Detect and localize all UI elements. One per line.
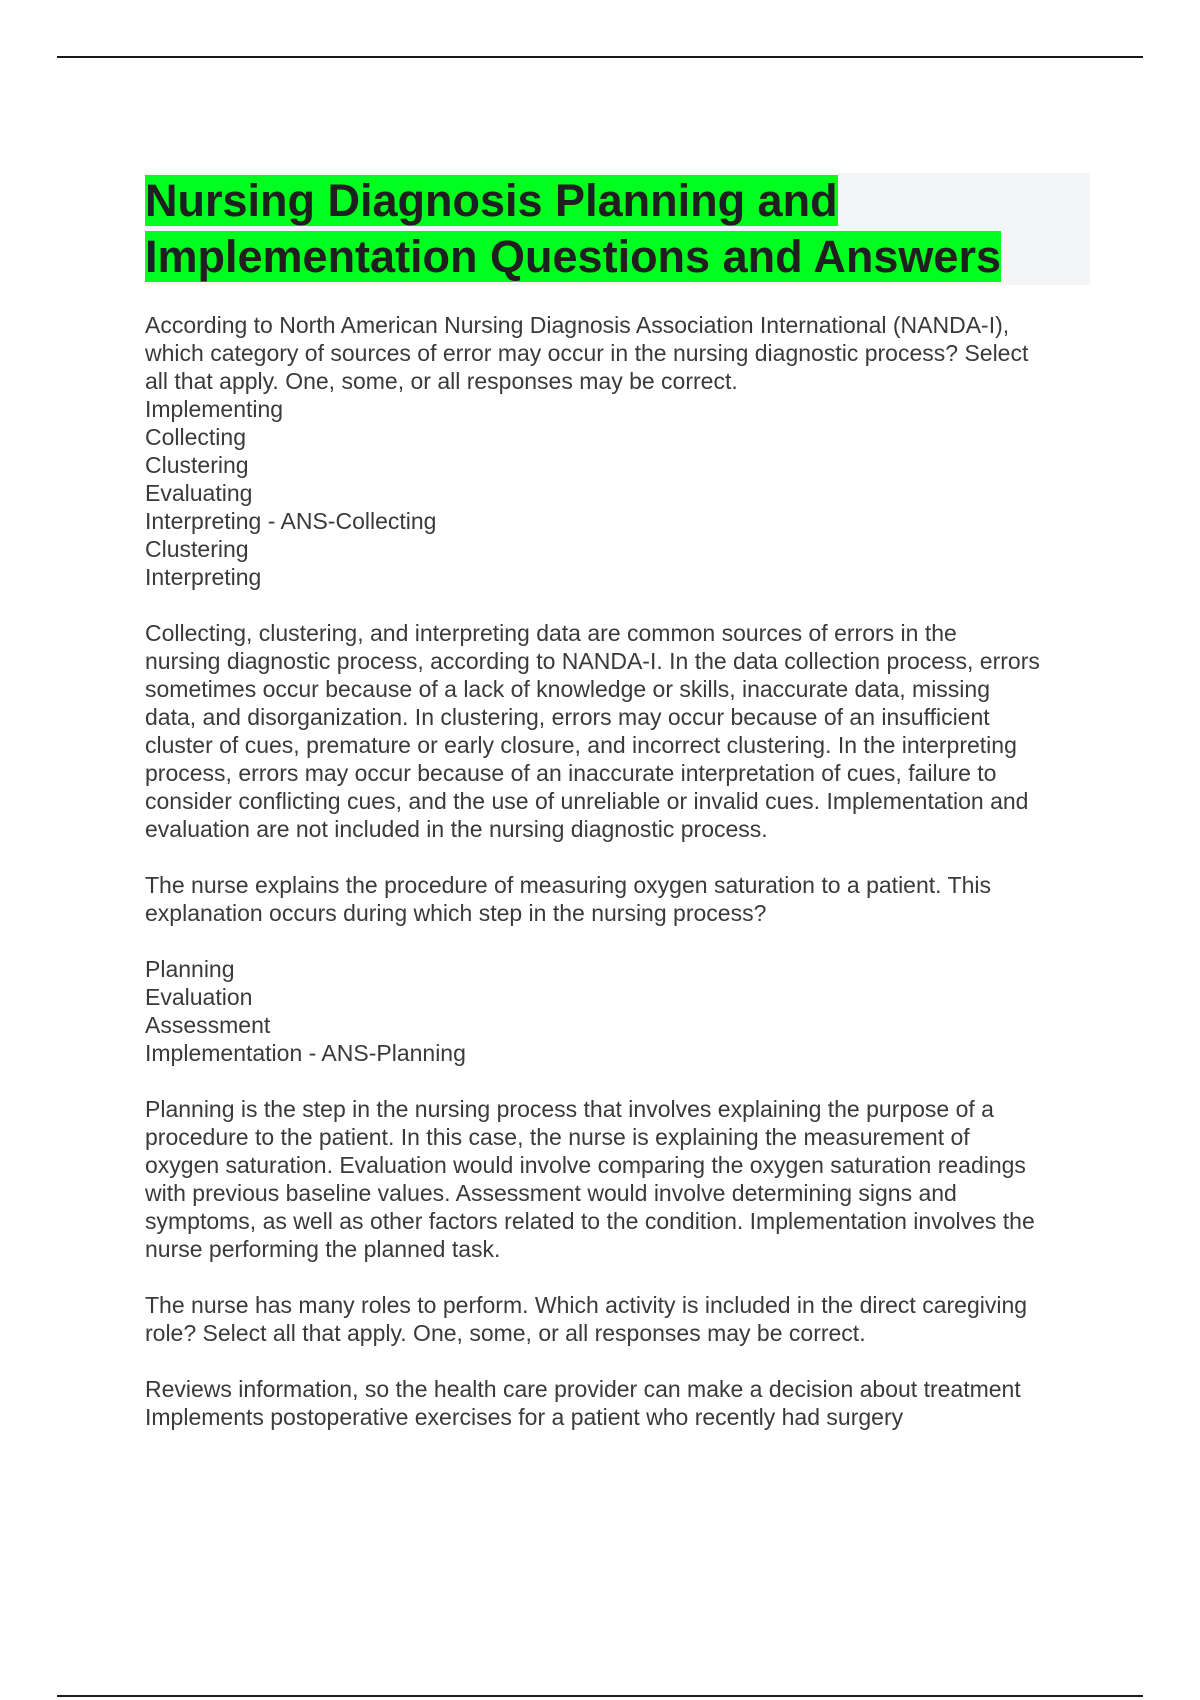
- text-line: Clustering: [145, 536, 249, 562]
- text-line: nursing diagnostic process, according to NANDA-I. In the data collection process, errors: [145, 648, 1040, 674]
- top-rule: [57, 56, 1143, 58]
- text-line: procedure to the patient. In this case, the nurse is explaining the measurement of: [145, 1124, 970, 1150]
- text-line: The nurse has many roles to perform. Which activity is included in the direct caregiving: [145, 1292, 1028, 1318]
- text-line: Interpreting - ANS-Collecting: [145, 508, 437, 534]
- text-line: Collecting: [145, 424, 246, 450]
- spacer: [145, 1067, 1095, 1095]
- options-2: [145, 955, 1095, 1067]
- spacer: [145, 591, 1095, 619]
- question-3: [145, 1291, 1095, 1347]
- text-line: nurse performing the planned task.: [145, 1236, 501, 1262]
- text-line: role? Select all that apply. One, some, or all responses may be correct.: [145, 1320, 866, 1346]
- spacer: [145, 1347, 1095, 1375]
- text-line: symptoms, as well as other factors related to the condition. Implementation involves the: [145, 1208, 1035, 1234]
- text-line: data, and disorganization. In clustering, errors may occur because of an insufficient: [145, 704, 990, 730]
- options-3: [145, 1375, 1095, 1431]
- text-line: According to North American Nursing Diagnosis Association International (NANDA-I),: [145, 312, 1010, 338]
- title-block: [145, 173, 1090, 285]
- text-line: Interpreting: [145, 564, 262, 590]
- text-line: explanation occurs during which step in the nursing process?: [145, 900, 767, 926]
- text-line: Implementation - ANS-Planning: [145, 1040, 466, 1066]
- question-2: [145, 871, 1095, 927]
- rationale-1: [145, 619, 1095, 843]
- text-line: evaluation are not included in the nursing diagnostic process.: [145, 816, 768, 842]
- text-line: Planning is the step in the nursing process that involves explaining the purpose of a: [145, 1096, 994, 1122]
- text-line: Collecting, clustering, and interpreting data are common sources of errors in the: [145, 620, 957, 646]
- text-line: cluster of cues, premature or early closure, and incorrect clustering. In the interpreting: [145, 732, 1017, 758]
- text-line: all that apply. One, some, or all responses may be correct.: [145, 368, 738, 394]
- spacer: [145, 1263, 1095, 1291]
- text-line: Implements postoperative exercises for a patient who recently had surgery: [145, 1404, 904, 1430]
- document-title: [145, 173, 1090, 285]
- text-line: with previous baseline values. Assessment would involve determining signs and: [145, 1180, 957, 1206]
- text-line: oxygen saturation. Evaluation would involve comparing the oxygen saturation readings: [145, 1152, 1026, 1178]
- text-line: Planning: [145, 956, 235, 982]
- text-line: sometimes occur because of a lack of knowledge or skills, inaccurate data, missing: [145, 676, 991, 702]
- title-line-2: Implementation Questions and Answers: [145, 231, 1001, 282]
- document-body: [145, 311, 1095, 1431]
- question-1: [145, 311, 1095, 591]
- bottom-rule: [57, 1695, 1143, 1697]
- title-line-1: Nursing Diagnosis Planning and: [145, 175, 838, 226]
- spacer: [145, 843, 1095, 871]
- text-line: which category of sources of error may occur in the nursing diagnostic process? Select: [145, 340, 1029, 366]
- spacer: [145, 927, 1095, 955]
- text-line: process, errors may occur because of an inaccurate interpretation of cues, failure to: [145, 760, 997, 786]
- text-line: The nurse explains the procedure of measuring oxygen saturation to a patient. This: [145, 872, 991, 898]
- text-line: consider conflicting cues, and the use of unreliable or invalid cues. Implementation and: [145, 788, 1029, 814]
- text-line: Implementing: [145, 396, 284, 422]
- text-line: Assessment: [145, 1012, 271, 1038]
- rationale-2: [145, 1095, 1095, 1263]
- text-line: Evaluating: [145, 480, 253, 506]
- text-line: Clustering: [145, 452, 249, 478]
- text-line: Reviews information, so the health care provider can make a decision about treatment: [145, 1376, 1021, 1402]
- text-line: Evaluation: [145, 984, 253, 1010]
